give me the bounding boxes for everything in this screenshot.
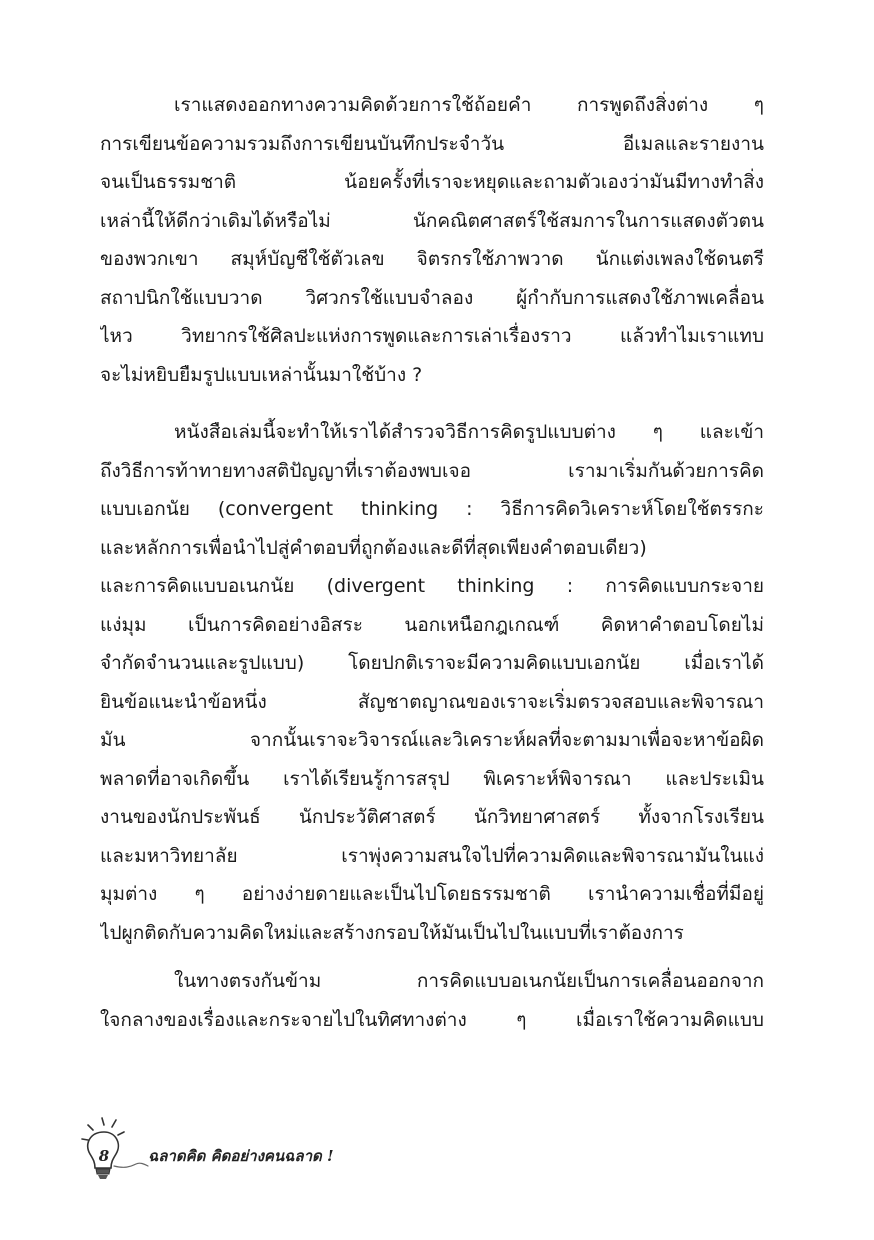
paragraph-3 xyxy=(100,962,764,1039)
page-number: 8 xyxy=(98,1147,110,1165)
paragraph-line: สถาปนิกใช้แบบวาด วิศวกรใช้แบบจำลอง ผู้กำกับการแสดงใช้ภาพเคลื่อน xyxy=(100,286,764,309)
lightbulb-icon xyxy=(78,1112,150,1182)
paragraph-line: และการคิดแบบอเนกนัย (divergent thinking : การคิดแบบกระจาย xyxy=(100,575,764,597)
paragraph-line: จำกัดจำนวนและรูปแบบ) โดยปกติเราจะมีความคิดแบบเอกนัย เมื่อเราได้ xyxy=(100,652,764,674)
paragraph-line: ไปผูกติดกับความคิดใหม่และสร้างกรอบให้มันเป็นไปในแบบที่เราต้องการ xyxy=(100,921,684,944)
paragraph-line: จนเป็นธรรมชาติ น้อยครั้งที่เราจะหยุดและถามตัวเองว่ามันมีทางทำสิ่ง xyxy=(100,171,764,193)
paragraph-line: มุมต่าง ๆ อย่างง่ายดายและเป็นไปโดยธรรมชาติ เรานำความเชื่อที่มีอยู่ xyxy=(100,883,764,905)
page-footer xyxy=(78,1112,378,1182)
paragraph-line: ถึงวิธีการท้าทายทางสติปัญญาที่เราต้องพบเจอ เรามาเริ่มกันด้วยการคิด xyxy=(100,459,764,482)
paragraph-line: แบบเอกนัย (convergent thinking : วิธีการคิดวิเคราะห์โดยใช้ตรรกะ xyxy=(100,498,764,520)
paragraph-line: หนังสือเล่มนี้จะทำให้เราได้สำรวจวิธีการคิดรูปแบบต่าง ๆ และเข้า xyxy=(174,421,764,443)
paragraph-line: พลาดที่อาจเกิดขึ้น เราได้เรียนรู้การสรุป พิเคราะห์พิจารณา และประเมิน xyxy=(100,767,764,790)
paragraph-line: และหลักการเพื่อนำไปสู่คำตอบที่ถูกต้องและดีที่สุดเพียงคำตอบเดียว) xyxy=(100,536,647,559)
paragraph-line: ใจกลางของเรื่องและกระจายไปในทิศทางต่าง ๆ เมื่อเราใช้ความคิดแบบ xyxy=(100,1008,764,1031)
paragraph-line: มัน จากนั้นเราจะวิจารณ์และวิเคราะห์ผลที่จะตามมาเพื่อจะหาข้อผิด xyxy=(100,729,764,751)
paragraph-2 xyxy=(100,413,764,952)
paragraph-line: ไหว วิทยากรใช้ศิลปะแห่งการพูดและการเล่าเรื่องราว แล้วทำไมเราแทบ xyxy=(100,325,764,347)
paragraph-line: เหล่านี้ให้ดีกว่าเดิมได้หรือไม่ นักคณิตศาสตร์ใช้สมการในการแสดงตัวตน xyxy=(100,209,764,232)
paragraph-line: เราแสดงออกทางความคิดด้วยการใช้ถ้อยคำ การพูดถึงสิ่งต่าง ๆ xyxy=(174,94,764,116)
paragraph-line: ยินข้อแนะนำข้อหนึ่ง สัญชาตญาณของเราจะเริ่มตรวจสอบและพิจารณา xyxy=(100,690,764,713)
paragraph-line: จะไม่หยิบยืมรูปแบบเหล่านั้นมาใช้บ้าง ? xyxy=(100,363,423,386)
paragraph-line: แง่มุม เป็นการคิดอย่างอิสระ นอกเหนือกฎเกณฑ์ คิดหาคำตอบโดยไม่ xyxy=(100,613,764,636)
paragraph-line: ของพวกเขา สมุห์บัญชีใช้ตัวเลข จิตรกรใช้ภาพวาด นักแต่งเพลงใช้ดนตรี xyxy=(100,248,764,270)
running-title: ฉลาดคิด คิดอย่างคนฉลาด ! xyxy=(148,1147,334,1165)
paragraph-line: งานของนักประพันธ์ นักประวัติศาสตร์ นักวิทยาศาสตร์ ทั้งจากโรงเรียน xyxy=(100,806,764,828)
paragraph-line: และมหาวิทยาลัย เราพุ่งความสนใจไปที่ความคิดและพิจารณามันในแง่ xyxy=(100,844,764,867)
paragraph-1 xyxy=(100,86,764,394)
paragraph-line: การเขียนข้อความรวมถึงการเขียนบันทึกประจำวัน อีเมลและรายงาน xyxy=(100,132,764,155)
paragraph-line: ในทางตรงกันข้าม การคิดแบบอเนกนัยเป็นการเคลื่อนออกจาก xyxy=(174,970,764,992)
